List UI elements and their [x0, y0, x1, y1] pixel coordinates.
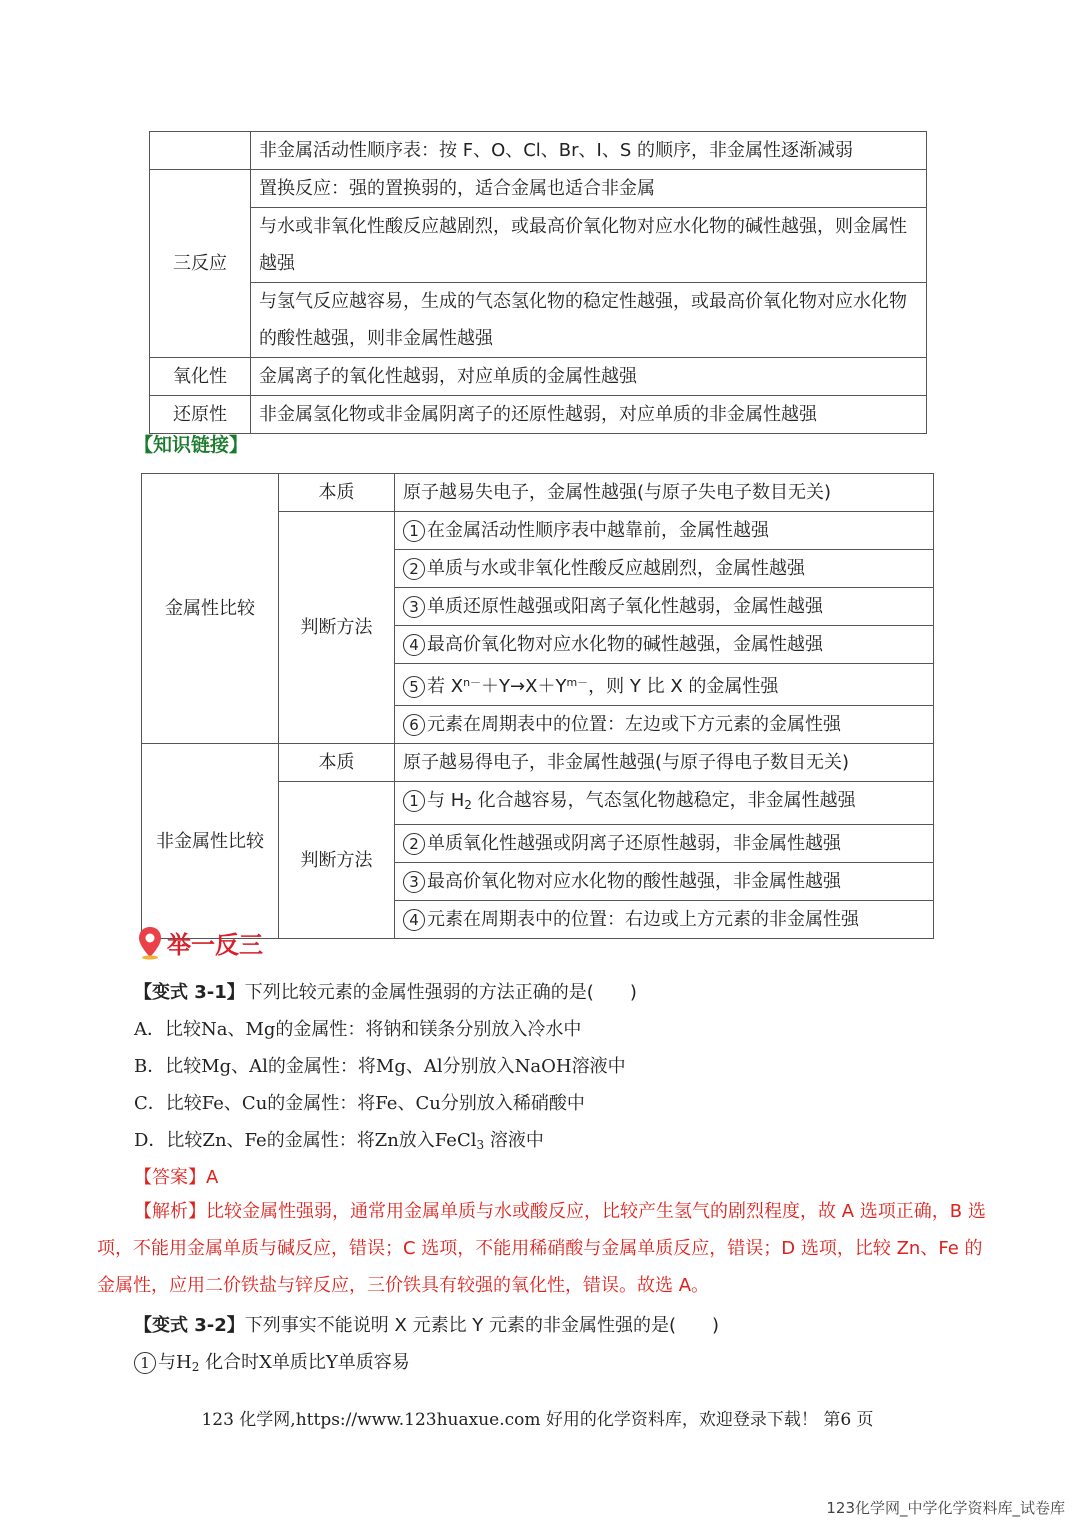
- method-text: 在金属活动性顺序表中越靠前，金属性越强: [427, 520, 769, 541]
- watermark: 123化学网_中学化学资料库_试卷库: [826, 1499, 1065, 1517]
- method-label: 判断方法: [279, 782, 395, 939]
- method-text: 元素在周期表中的位置：左边或下方元素的金属性强: [427, 714, 841, 735]
- metal-method-6: [395, 706, 934, 744]
- method-text: 最高价氧化物对应水化物的碱性越强，金属性越强: [427, 634, 823, 655]
- nonmetal-method-2: [395, 825, 934, 863]
- option-c: C．比较Fe、Cu的金属性：将Fe、Cu分别放入稀硝酸中: [134, 1093, 585, 1114]
- table-row: [150, 358, 927, 396]
- circled-number: 2: [403, 558, 425, 580]
- circled-number: 4: [403, 909, 425, 931]
- question-tag: 【变式 3-2】: [134, 1315, 245, 1336]
- circled-number: 4: [403, 634, 425, 656]
- method-text: 单质还原性越强或阳离子氧化性越弱，金属性越强: [427, 596, 823, 617]
- circled-number: 3: [403, 871, 425, 893]
- charge-superscript: n－: [463, 676, 482, 689]
- metal-method-1: [395, 512, 934, 550]
- metal-method-3: [395, 588, 934, 626]
- comparison-table: [141, 473, 934, 939]
- question-3-2-stem: [134, 1311, 719, 1337]
- page-footer: 123 化学网,https://www.123huaxue.com 好用的化学资料库，欢迎登录下载！ 第6 页: [201, 1410, 874, 1430]
- question-3-1-stem: [134, 978, 637, 1004]
- metal-method-2: [395, 550, 934, 588]
- method-text: 若 X: [427, 676, 464, 697]
- table-row: [150, 396, 927, 434]
- essence-label: 本质: [279, 744, 395, 782]
- subscript: 2: [191, 1360, 200, 1374]
- question-tag: 【变式 3-1】: [134, 982, 245, 1003]
- nonmetal-method-3: [395, 863, 934, 901]
- table-cell: 置换反应：强的置换弱的，适合金属也适合非金属: [251, 170, 927, 208]
- option-b: B．比较Mg、Al的金属性：将Mg、Al分别放入NaOH溶液中: [134, 1056, 626, 1077]
- option-a: A．比较Na、Mg的金属性：将钠和镁条分别放入冷水中: [134, 1019, 582, 1040]
- row-head-oxidizing: 氧化性: [150, 358, 251, 396]
- table-row: [150, 170, 927, 208]
- option-text: D．比较Zn、Fe的金属性：将Zn放入FeCl: [134, 1130, 477, 1151]
- subscript: 3: [476, 1138, 485, 1152]
- row-head-empty: [150, 132, 251, 170]
- circled-number: 1: [134, 1352, 156, 1374]
- method-text: 单质氧化性越强或阴离子还原性越弱，非金属性越强: [427, 833, 841, 854]
- option-text: 溶液中: [484, 1130, 544, 1151]
- circled-number: 2: [403, 833, 425, 855]
- method-label: 判断方法: [279, 512, 395, 744]
- nonmetal-method-1: [395, 782, 934, 825]
- practice-banner: [137, 925, 263, 960]
- circled-number: 1: [403, 790, 425, 812]
- method-text: 元素在周期表中的位置：右边或上方元素的非金属性强: [427, 909, 859, 930]
- circled-number: 5: [403, 676, 425, 698]
- method-text: 单质与水或非氧化性酸反应越剧烈，金属性越强: [427, 558, 805, 579]
- item-text: 化合时X单质比Y单质容易: [199, 1352, 410, 1373]
- question-3-2-item-1: [134, 1348, 410, 1374]
- table-row: [150, 132, 927, 170]
- method-text: ＋Y→X＋Y: [481, 676, 567, 697]
- row-head-reducing: 还原性: [150, 396, 251, 434]
- analysis-paragraph: [97, 1193, 997, 1304]
- method-text: 化合越容易，气态氢化物越稳定，非金属性越强: [471, 790, 856, 811]
- nonmetal-essence: 原子越易得电子，非金属性越强(与原子得电子数目无关): [395, 744, 934, 782]
- table-row: [150, 283, 927, 358]
- nonmetal-compare-label: 非金属性比较: [142, 744, 279, 939]
- nonmetal-method-4: [395, 901, 934, 939]
- metal-essence: 原子越易失电子，金属性越强(与原子失电子数目无关): [395, 474, 934, 512]
- circled-number: 1: [403, 520, 425, 542]
- reaction-table: [149, 131, 927, 434]
- table-row: [142, 474, 934, 512]
- table-cell: 非金属活动性顺序表：按 F、O、Cl、Br、I、S 的顺序，非金属性逐渐减弱: [251, 132, 927, 170]
- metal-method-4: [395, 626, 934, 664]
- banner-title: 举一反三: [167, 931, 263, 959]
- method-text: 最高价氧化物对应水化物的酸性越强，非金属性越强: [427, 871, 841, 892]
- table-cell: 金属离子的氧化性越弱，对应单质的金属性越强: [251, 358, 927, 396]
- question-text: 下列事实不能说明 X 元素比 Y 元素的非金属性强的是( ): [244, 1315, 720, 1336]
- circled-number: 3: [403, 596, 425, 618]
- method-text: ，则 Y 比 X 的金属性强: [588, 676, 779, 697]
- metal-method-5: [395, 664, 934, 706]
- table-row: [142, 744, 934, 782]
- answer-label: 【答案】A: [134, 1167, 219, 1188]
- table-cell: 非金属氢化物或非金属阴离子的还原性越弱，对应单质的非金属性越强: [251, 396, 927, 434]
- analysis-text: 【解析】比较金属性强弱，通常用金属单质与水或酸反应，比较产生氢气的剧烈程度，故 A 选项正确，B 选项，不能用金属单质与碱反应，错误；C 选项，不能用稀硝酸与金属单质反应，错误；D 选项，比较 Zn、Fe 的金属性，应用二价铁盐与锌反应，三价铁具有较强的氧化性，错误。故选 A。: [97, 1201, 986, 1296]
- item-text: 与H: [158, 1352, 192, 1373]
- method-text: 与 H: [427, 790, 465, 811]
- question-text: 下列比较元素的金属性强弱的方法正确的是( ): [244, 982, 637, 1003]
- charge-superscript: m－: [566, 676, 589, 689]
- table-cell: 与氢气反应越容易，生成的气态氢化物的稳定性越强，或最高价氧化物对应水化物的酸性越强，则非金属性越强: [251, 283, 927, 358]
- metal-compare-label: 金属性比较: [142, 474, 279, 744]
- circled-number: 6: [403, 714, 425, 736]
- table-row: [150, 208, 927, 283]
- table-cell: 与水或非氧化性酸反应越剧烈，或最高价氧化物对应水化物的碱性越强，则金属性越强: [251, 208, 927, 283]
- row-head-three-reactions: 三反应: [150, 170, 251, 358]
- knowledge-link-heading: 【知识链接】: [134, 434, 249, 456]
- option-d: [134, 1126, 544, 1152]
- subscript: 2: [464, 798, 472, 812]
- essence-label: 本质: [279, 474, 395, 512]
- location-pin-icon: [137, 926, 163, 960]
